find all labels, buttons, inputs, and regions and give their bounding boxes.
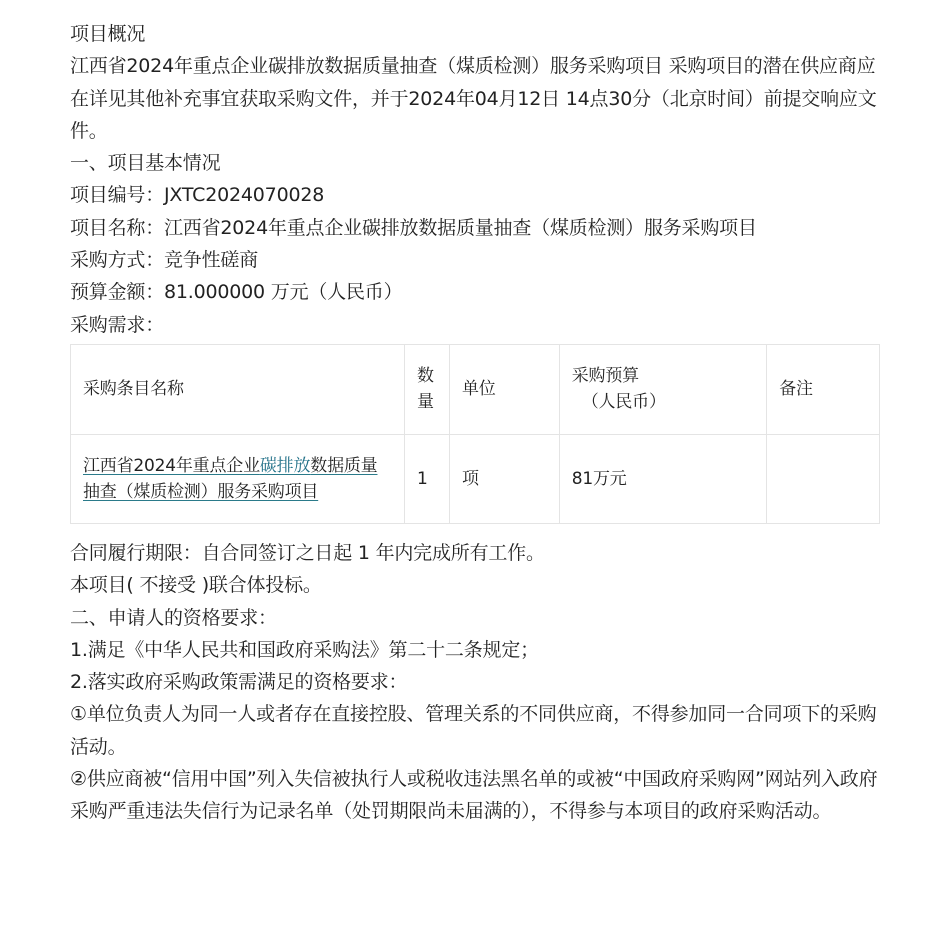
section2-heading: 二、申请人的资格要求： [70,606,277,629]
item-name-part1: 江西省2024年重点企业 [83,455,260,476]
procurement-method: 采购方式：竞争性磋商 [70,249,259,272]
announcement-document [70,18,882,828]
header-budget-line2: （人民币） [581,392,666,413]
requirement-2a: ①单位负责人为同一人或者存在直接控股、管理关系的不同供应商，不得参加同一合同项下的采购活动。 [70,703,877,758]
header-quantity [405,344,450,434]
cell-item-name [71,434,405,523]
cell-quantity: 1 [405,434,450,523]
cell-note [767,434,880,523]
table-header-row [71,344,880,434]
table-row [71,434,880,523]
overview-intro: 江西省2024年重点企业碳排放数据质量抽查（煤质检测）服务采购项目 采购项目的潜在供应商应在详见其他补充事宜获取采购文件，并于2024年04月12日 14点30分（北京时间）前提交响应文件。 [70,55,877,142]
requirement-1: 1.满足《中华人民共和国政府采购法》第二十二条规定； [70,638,539,661]
header-quantity-line1: 数 [417,366,434,387]
cell-unit: 项 [450,434,560,523]
cell-budget: 81万元 [559,434,766,523]
procurement-demand-label: 采购需求： [70,313,165,336]
header-budget-line1: 采购预算 [571,366,639,387]
item-name-part2: 数据质量抽查（煤质检测）服务采购项目 [83,455,378,502]
requirement-2b: ②供应商被“信用中国”列入失信被执行人或税收违法黑名单的或被“中国政府采购网”网站列入政府采购严重违法失信行为记录名单（处罚期限尚未届满的），不得参与本项目的政府采购活动。 [70,768,878,823]
header-note: 备注 [767,344,880,434]
procurement-table [70,344,880,524]
budget-amount: 预算金额：81.000000 万元（人民币） [70,281,403,304]
item-name-keyword-link[interactable]: 碳排放 [259,455,311,476]
project-number: 项目编号：JXTC2024070028 [70,184,325,207]
contract-period: 合同履行期限：自合同签订之日起 1 年内完成所有工作。 [70,541,545,564]
procurement-table-wrapper [70,344,882,524]
header-item-name: 采购条目名称 [71,344,405,434]
header-quantity-line2: 量 [417,392,434,413]
requirement-2: 2.落实政府采购政策需满足的资格要求： [70,671,408,694]
header-unit: 单位 [450,344,560,434]
overview-heading: 项目概况 [70,23,146,45]
item-name-link[interactable] [83,456,377,502]
project-name: 项目名称：江西省2024年重点企业碳排放数据质量抽查（煤质检测）服务采购项目 [70,216,757,239]
header-budget [559,344,766,434]
section1-heading: 一、项目基本情况 [70,152,221,175]
consortium-bidding: 本项目( 不接受 )联合体投标。 [70,574,322,597]
